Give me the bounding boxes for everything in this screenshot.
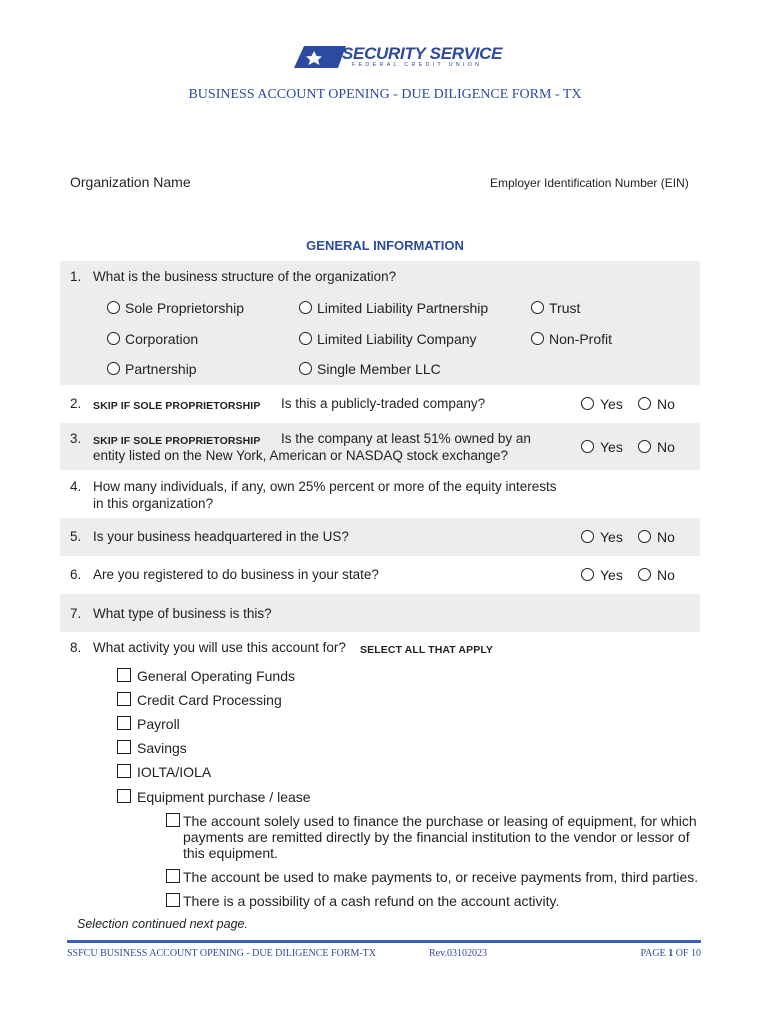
sub-option-line1: The account be used to make payments to, or receive payments from, third parties. — [183, 869, 699, 885]
q6-number: 6. — [70, 567, 82, 582]
q5-number: 5. — [70, 529, 82, 544]
q2-no-radio[interactable] — [638, 397, 651, 410]
org-name-label: Organization Name — [70, 174, 191, 190]
q3-yes-radio[interactable] — [581, 440, 594, 453]
yes-label: Yes — [600, 439, 623, 455]
checkbox-label: Equipment purchase / lease — [137, 789, 311, 805]
q7-answer-field[interactable] — [300, 600, 695, 626]
logo-subtitle: FEDERAL CREDIT UNION — [352, 62, 483, 68]
radio-partnership[interactable] — [107, 362, 120, 375]
radio-non-profit[interactable] — [531, 332, 544, 345]
radio-llp[interactable] — [299, 301, 312, 314]
checkbox-general-operating-funds[interactable] — [117, 668, 131, 682]
q7-text: What type of business is this? — [93, 606, 272, 621]
radio-trust[interactable] — [531, 301, 544, 314]
checkbox-iolta-iola[interactable] — [117, 764, 131, 778]
form-title: BUSINESS ACCOUNT OPENING - DUE DILIGENCE FORM - TX — [188, 87, 582, 102]
q2-skip-note: SKIP IF SOLE PROPRIETORSHIP — [93, 400, 261, 412]
q1-text: What is the business structure of the organization? — [93, 269, 397, 284]
checkbox-savings[interactable] — [117, 740, 131, 754]
q3-text-line1: Is the company at least 51% owned by an — [281, 431, 531, 446]
q8-select-note: SELECT ALL THAT APPLY — [360, 644, 493, 656]
checkbox-equipment-purchase-lease[interactable] — [117, 789, 131, 803]
q4-number: 4. — [70, 479, 82, 494]
page-of: OF — [675, 948, 689, 959]
footer-revision: Rev.03102023 — [429, 948, 487, 959]
option-label: Limited Liability Company — [317, 331, 477, 347]
continued-note: Selection continued next page. — [77, 917, 248, 931]
footer-page — [600, 948, 701, 959]
checkbox-label: IOLTA/IOLA — [137, 764, 212, 780]
no-label: No — [657, 529, 675, 545]
q6-no-radio[interactable] — [638, 568, 651, 581]
footer-form-name: SSFCU BUSINESS ACCOUNT OPENING - DUE DILIGENCE FORM-TX — [67, 948, 377, 959]
option-label: Non-Profit — [549, 331, 613, 347]
q4-text-line1: How many individuals, if any, own 25% percent or more of the equity interests — [93, 479, 557, 494]
q3-skip-note: SKIP IF SOLE PROPRIETORSHIP — [93, 435, 261, 447]
q2-yes-radio[interactable] — [581, 397, 594, 410]
q3-number: 3. — [70, 431, 82, 446]
yes-label: Yes — [600, 529, 623, 545]
q4-text-line2: in this organization? — [93, 496, 214, 511]
checkbox-label: General Operating Funds — [137, 668, 295, 684]
org-name-field[interactable] — [70, 192, 450, 214]
checkbox-payroll[interactable] — [117, 716, 131, 730]
page-prefix: PAGE — [640, 948, 666, 959]
q8-number: 8. — [70, 640, 82, 655]
radio-sole-proprietorship[interactable] — [107, 301, 120, 314]
radio-corporation[interactable] — [107, 332, 120, 345]
sub-option-line1: There is a possibility of a cash refund on the account activity. — [183, 893, 560, 909]
radio-llc[interactable] — [299, 332, 312, 345]
checkbox-equipment-financing-only[interactable] — [166, 813, 180, 827]
page-total: 10 — [691, 948, 701, 959]
star-logo-icon — [294, 44, 346, 70]
yes-label: Yes — [600, 396, 623, 412]
q2-number: 2. — [70, 396, 82, 411]
page-number: 1 — [668, 948, 674, 959]
option-label: Sole Proprietorship — [125, 300, 245, 316]
checkbox-cash-refund[interactable] — [166, 893, 180, 907]
sub-option-line3: this equipment. — [183, 845, 278, 861]
footer-rule — [67, 940, 701, 943]
option-label: Partnership — [125, 361, 197, 377]
q1-number: 1. — [70, 269, 82, 284]
logo-name: SECURITY SERVICE — [342, 44, 503, 63]
q3-no-radio[interactable] — [638, 440, 651, 453]
q5-yes-radio[interactable] — [581, 530, 594, 543]
q7-number: 7. — [70, 606, 82, 621]
option-label: Corporation — [125, 331, 199, 347]
option-label: Trust — [549, 300, 581, 316]
option-label: Limited Liability Partnership — [317, 300, 489, 316]
option-label: Single Member LLC — [317, 361, 441, 377]
ein-field[interactable] — [490, 192, 700, 214]
q8-text: What activity you will use this account for? — [93, 640, 346, 655]
sub-option-line1: The account solely used to finance the purchase or leasing of equipment, for which — [183, 813, 697, 829]
checkbox-third-party-payments[interactable] — [166, 869, 180, 883]
logo — [294, 44, 503, 72]
checkbox-label: Payroll — [137, 716, 180, 732]
q5-text: Is your business headquartered in the US? — [93, 529, 349, 544]
q6-text: Are you registered to do business in your state? — [93, 567, 379, 582]
checkbox-label: Credit Card Processing — [137, 692, 282, 708]
q6-yes-radio[interactable] — [581, 568, 594, 581]
sub-option-line2: payments are remitted directly by the financial institution to the vendor or lessor of — [183, 829, 690, 845]
no-label: No — [657, 396, 675, 412]
q2-text: Is this a publicly-traded company? — [281, 396, 486, 411]
section-title: GENERAL INFORMATION — [306, 238, 464, 253]
checkbox-label: Savings — [137, 740, 187, 756]
q3-text-line2: entity listed on the New York, American or NASDAQ stock exchange? — [93, 448, 508, 463]
radio-single-member-llc[interactable] — [299, 362, 312, 375]
no-label: No — [657, 439, 675, 455]
yes-label: Yes — [600, 567, 623, 583]
checkbox-credit-card-processing[interactable] — [117, 692, 131, 706]
no-label: No — [657, 567, 675, 583]
q5-no-radio[interactable] — [638, 530, 651, 543]
ein-label: Employer Identification Number (EIN) — [490, 176, 689, 190]
